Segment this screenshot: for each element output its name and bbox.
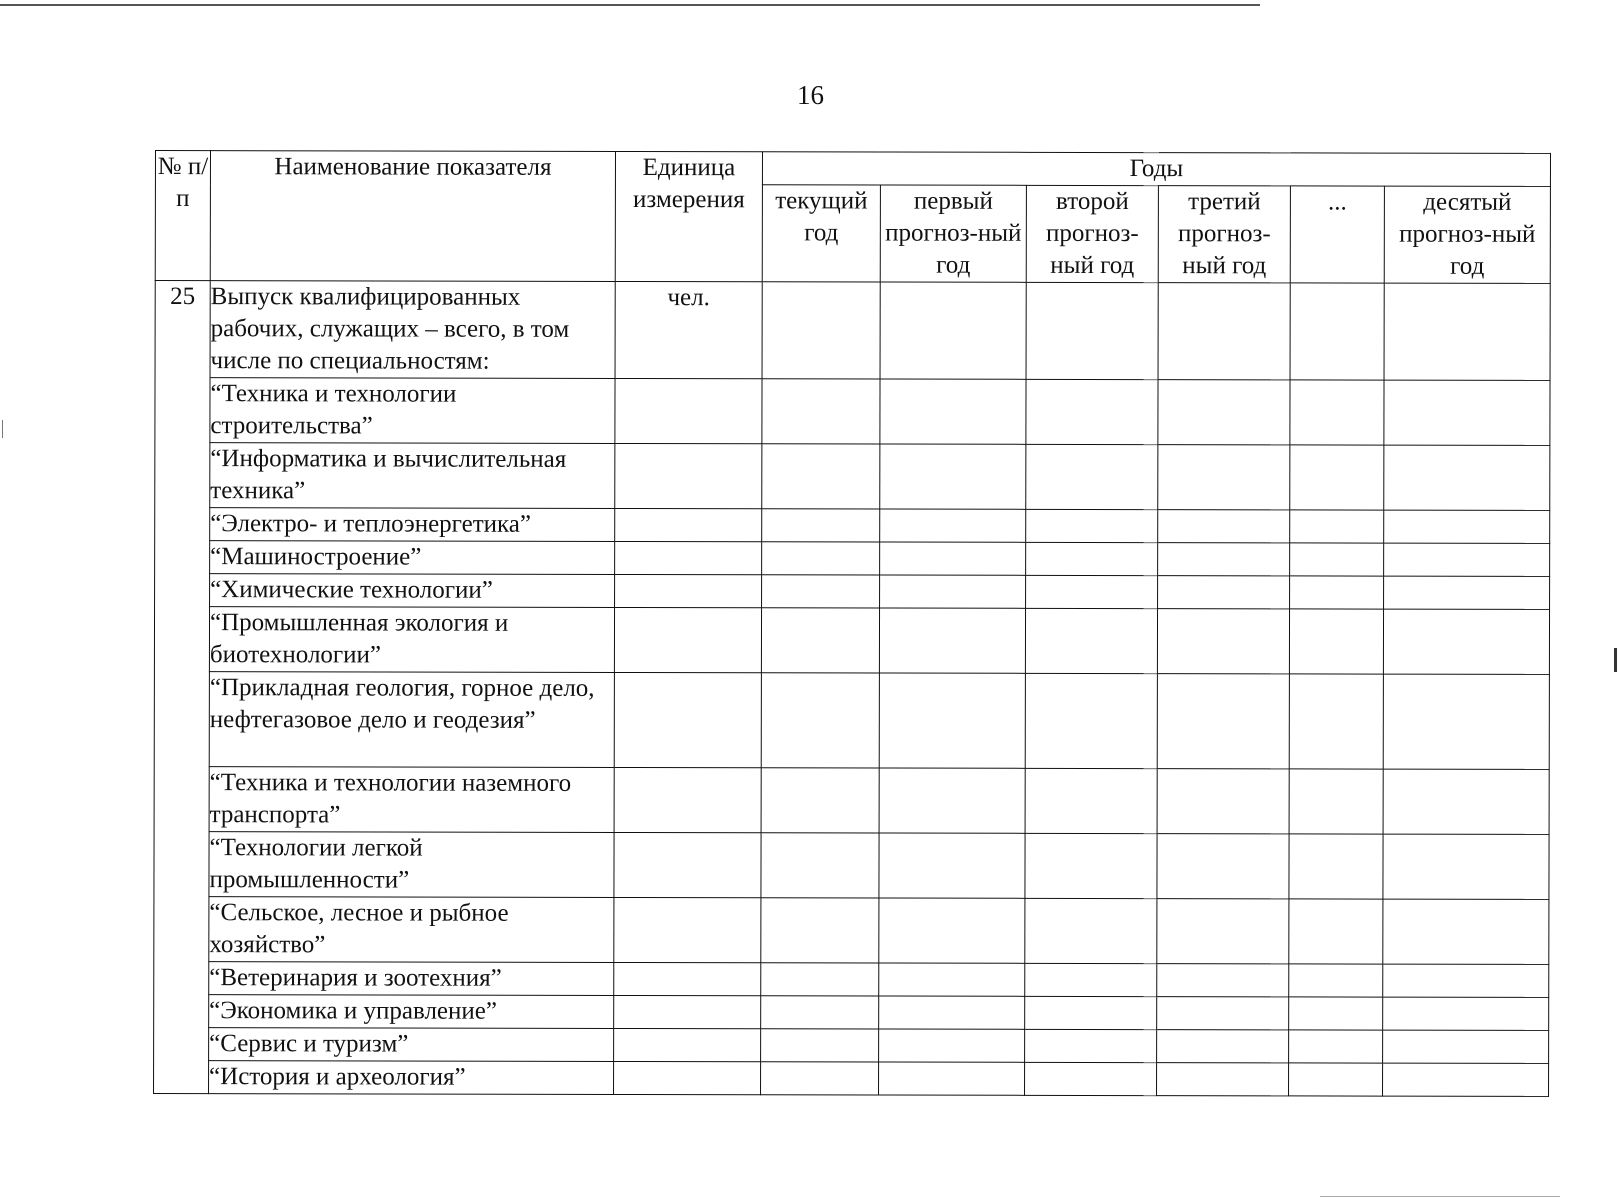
table-row [155, 443, 1550, 511]
value-cell [761, 673, 879, 768]
value-cell [1290, 576, 1384, 609]
table-row [155, 508, 1550, 544]
value-cell [1026, 575, 1158, 608]
header-year-tenth: десятый прогноз-ный год [1384, 186, 1550, 283]
value-cell [1157, 1030, 1289, 1063]
table-row [155, 541, 1550, 577]
value-cell [762, 509, 880, 542]
value-cell [1383, 997, 1549, 1030]
value-cell [1384, 576, 1550, 609]
indicator-name-cell: “Машиностроение” [210, 541, 615, 575]
page-number: 16 [797, 80, 824, 110]
value-cell [1026, 282, 1158, 379]
value-cell [1158, 380, 1290, 445]
unit-cell [614, 897, 761, 962]
value-cell [761, 1062, 879, 1095]
value-cell [879, 673, 1025, 768]
value-cell [1025, 833, 1157, 898]
indicator-name-cell: “Сервис и туризм” [209, 1028, 614, 1062]
table-row [155, 378, 1550, 446]
value-cell [1383, 834, 1549, 899]
value-cell [1289, 1030, 1383, 1063]
unit-cell [614, 767, 761, 832]
value-cell [1025, 898, 1157, 963]
value-cell [761, 768, 879, 833]
value-cell [1025, 608, 1157, 673]
unit-cell [614, 672, 761, 767]
value-cell [1383, 899, 1549, 964]
table-header [155, 151, 1550, 284]
value-cell [879, 1062, 1025, 1095]
value-cell [1025, 1029, 1157, 1062]
value-cell [1157, 674, 1289, 769]
indicator-name-cell: “Электро- и теплоэнергетика” [210, 508, 615, 542]
unit-cell [614, 832, 761, 897]
value-cell [761, 898, 879, 963]
value-cell [1157, 769, 1289, 834]
value-cell [879, 768, 1025, 833]
scan-artifact-bottom [1320, 1196, 1560, 1197]
table-row [154, 766, 1549, 834]
indicator-name-cell: “Промышленная экология и биотехнологии” [209, 607, 614, 673]
table-row [154, 994, 1549, 1030]
unit-cell [615, 541, 762, 574]
value-cell [1290, 510, 1384, 543]
header-years: Годы [762, 152, 1550, 187]
value-cell [1025, 673, 1157, 768]
value-cell [1026, 379, 1158, 444]
value-cell [1158, 445, 1290, 510]
value-cell [1026, 542, 1158, 575]
table-row [154, 1060, 1549, 1096]
scan-artifact-left [2, 420, 3, 438]
table-row [154, 831, 1549, 899]
value-cell [1289, 834, 1383, 899]
value-cell [1026, 444, 1158, 509]
indicator-name-cell: “Сельское, лесное и рыбное хозяйство” [209, 897, 614, 963]
value-cell [880, 444, 1026, 509]
value-cell [1383, 769, 1549, 834]
table-row [154, 607, 1549, 675]
indicator-name-cell: “Химические технологии” [210, 574, 615, 608]
value-cell [1289, 609, 1383, 674]
value-cell [1157, 834, 1289, 899]
unit-cell [615, 574, 762, 607]
value-cell [1383, 964, 1549, 997]
indicator-name-cell: “Технологии легкой промышленности” [209, 832, 614, 898]
unit-cell: чел. [615, 281, 762, 378]
value-cell [1290, 283, 1384, 380]
unit-cell [615, 378, 762, 443]
value-cell [762, 575, 880, 608]
value-cell [1383, 674, 1549, 769]
value-cell [762, 282, 880, 379]
value-cell [1383, 1063, 1549, 1096]
header-year-current: текущий год [762, 185, 880, 282]
value-cell [879, 963, 1025, 996]
value-cell [761, 996, 879, 1029]
value-cell [1158, 283, 1290, 380]
value-cell [1384, 543, 1550, 576]
value-cell [879, 1029, 1025, 1062]
value-cell [1383, 609, 1549, 674]
value-cell [1289, 899, 1383, 964]
table-row [154, 961, 1549, 997]
indicator-name-cell: “Экономика и управление” [209, 995, 614, 1029]
table-row [154, 896, 1549, 964]
header-year-first: первый прогноз-ный год [880, 185, 1026, 282]
table-row [154, 1027, 1549, 1063]
indicator-name-cell: “Техника и технологии наземного транспорта” [209, 767, 614, 833]
value-cell [761, 608, 879, 673]
table-row [155, 574, 1550, 610]
indicator-name-cell: Выпуск квалифицированных рабочих, служащих – всего, в том числе по специальностям: [210, 281, 615, 379]
indicator-name-cell: “Техника и технологии строительства” [210, 378, 615, 444]
value-cell [1384, 283, 1550, 380]
value-cell [880, 379, 1026, 444]
table-body [154, 281, 1551, 1097]
value-cell [880, 575, 1026, 608]
unit-cell [614, 1061, 761, 1094]
indicator-table [153, 150, 1551, 1097]
value-cell [761, 833, 879, 898]
value-cell [1158, 510, 1290, 543]
value-cell [879, 996, 1025, 1029]
header-year-second: второй прогноз-ный год [1026, 185, 1158, 282]
value-cell [1157, 1063, 1289, 1096]
unit-cell [614, 607, 761, 672]
value-cell [1157, 964, 1289, 997]
value-cell [1157, 997, 1289, 1030]
table-row [155, 281, 1550, 381]
table-row [154, 671, 1549, 769]
unit-cell [614, 1028, 761, 1061]
value-cell [1025, 768, 1157, 833]
value-cell [1289, 964, 1383, 997]
value-cell [1290, 543, 1384, 576]
row-number-cell: 25 [154, 281, 211, 1094]
value-cell [1289, 1063, 1383, 1096]
value-cell [1290, 445, 1384, 510]
header-unit: Единица измерения [615, 151, 762, 281]
indicator-name-cell: “Ветеринария и зоотехния” [209, 962, 614, 996]
header-number: № п/п [155, 151, 210, 281]
value-cell [1025, 996, 1157, 1029]
value-cell [762, 542, 880, 575]
value-cell [1384, 510, 1550, 543]
value-cell [762, 444, 880, 509]
indicator-name-cell: “История и археология” [209, 1061, 614, 1095]
value-cell [1289, 769, 1383, 834]
value-cell [879, 608, 1025, 673]
indicator-name-cell: “Прикладная геология, горное дело, нефтегазовое дело и геодезия” [209, 672, 614, 768]
value-cell [1026, 509, 1158, 542]
unit-cell [615, 443, 762, 508]
value-cell [762, 379, 880, 444]
value-cell [1025, 1062, 1157, 1095]
indicator-name-cell: “Информатика и вычислительная техника” [210, 443, 615, 509]
unit-cell [615, 508, 762, 541]
value-cell [1157, 609, 1289, 674]
unit-cell [614, 962, 761, 995]
value-cell [1157, 899, 1289, 964]
header-year-third: третий прогноз-ный год [1158, 186, 1290, 283]
value-cell [1025, 963, 1157, 996]
scan-artifact-right [1614, 648, 1617, 672]
value-cell [880, 282, 1026, 379]
header-year-ellipsis: ... [1290, 186, 1384, 283]
value-cell [1289, 997, 1383, 1030]
value-cell [880, 509, 1026, 542]
value-cell [1289, 674, 1383, 769]
scan-edge-line [0, 4, 1260, 6]
value-cell [879, 833, 1025, 898]
value-cell [1384, 445, 1550, 510]
value-cell [880, 542, 1026, 575]
value-cell [1158, 576, 1290, 609]
value-cell [879, 898, 1025, 963]
value-cell [1384, 380, 1550, 445]
value-cell [1383, 1030, 1549, 1063]
value-cell [761, 1029, 879, 1062]
value-cell [761, 963, 879, 996]
unit-cell [614, 995, 761, 1028]
value-cell [1158, 543, 1290, 576]
value-cell [1290, 380, 1384, 445]
header-indicator-name: Наименование показателя [210, 151, 615, 282]
